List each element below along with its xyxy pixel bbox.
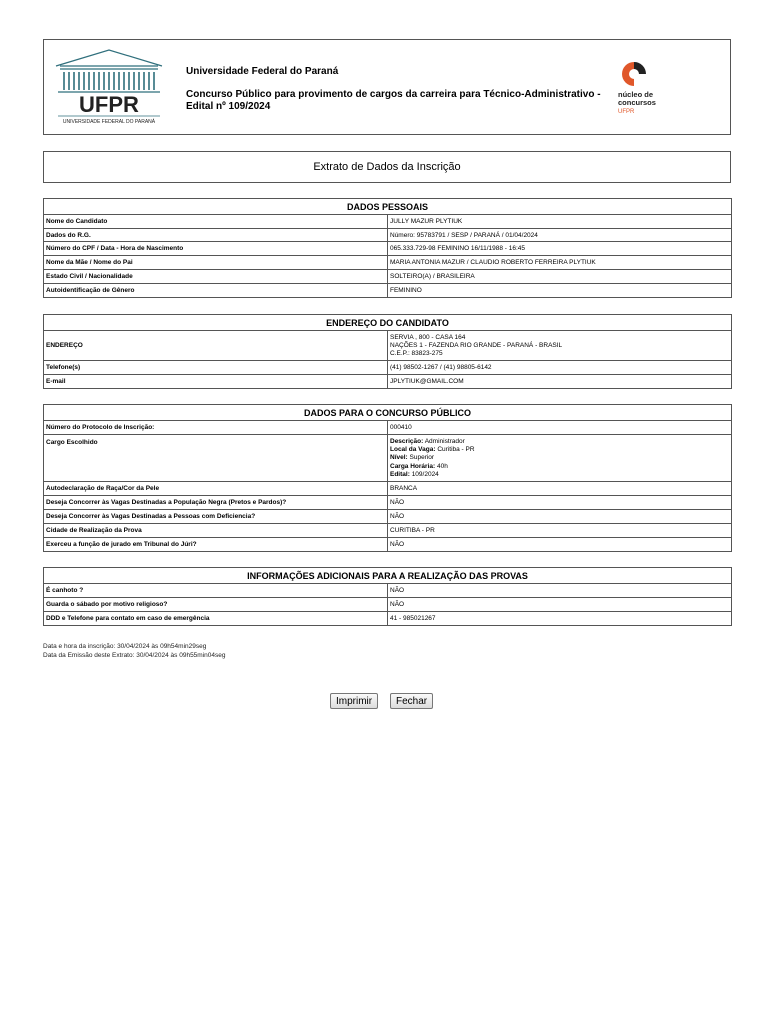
endereco-heading: ENDEREÇO DO CANDIDATO: [44, 315, 732, 331]
table-row: E-mail JPLYTIUK@GMAIL.COM: [44, 375, 732, 389]
svg-text:UFPR: UFPR: [618, 109, 635, 115]
table-row: Autodeclaração de Raça/Cor da Pele BRANCA: [44, 482, 732, 496]
table-row: Estado Civil / Nacionalidade SOLTEIRO(A) / BRASILEIRA: [44, 270, 732, 284]
document-header: [43, 39, 731, 135]
table-row: Telefone(s) (41) 98502-1267 / (41) 98805-6142: [44, 361, 732, 375]
table-row: Nome do Candidato JULLY MAZUR PLYTIUK: [44, 215, 732, 229]
nucleo-concursos-logo: [616, 60, 676, 116]
adicionais-table: [43, 567, 732, 626]
imprimir-button[interactable]: Imprimir: [330, 693, 378, 709]
page-title: Extrato de Dados da Inscrição: [43, 151, 731, 183]
svg-text:UNIVERSIDADE FEDERAL DO PARANÁ: UNIVERSIDADE FEDERAL DO PARANÁ: [62, 119, 156, 125]
table-row: Cidade de Realização da Prova CURITIBA - PR: [44, 524, 732, 538]
endereco-table: [43, 314, 732, 389]
table-row: Deseja Concorrer às Vagas Destinadas a Pessoas com Deficiencia? NÃO: [44, 510, 732, 524]
concurso-table: [43, 404, 732, 552]
dados-pessoais-table: [43, 198, 732, 298]
table-row: Guarda o sábado por motivo religioso? NÃO: [44, 598, 732, 612]
table-row: Dados do R.G. Número: 95783791 / SESP / PARANÁ / 01/04/2024: [44, 229, 732, 242]
table-row: Exerceu a função de jurado em Tribunal do Júri? NÃO: [44, 538, 732, 552]
cargo-escolhido-value: Descrição: Administrador Local da Vaga: Curitiba - PR Nível: Superior Carga Horária: 40h Edital: 109/2024: [388, 435, 732, 482]
table-row: Número do Protocolo de Inscrição: 000410: [44, 421, 732, 435]
fechar-button[interactable]: Fechar: [390, 693, 433, 709]
concurso-title: Concurso Público para provimento de cargos da carreira para Técnico-Administrativo - Edital nº 109/2024: [186, 89, 601, 112]
table-row: Número do CPF / Data - Hora de Nascimento 065.333.729-98 FEMININO 16/11/1988 - 16:45: [44, 242, 732, 256]
table-row: ENDEREÇO SERVIA , 800 - CASA 164 NAÇÕES 1 - FAZENDA RIO GRANDE - PARANÁ - BRASIL C.E.P.: 83823-275: [44, 331, 732, 361]
concurso-heading: DADOS PARA O CONCURSO PÚBLICO: [44, 405, 732, 421]
table-row: Nome da Mãe / Nome do Pai MARIA ANTONIA MAZUR / CLAUDIO ROBERTO FERREIRA PLYTIUK: [44, 256, 732, 270]
table-row: É canhoto ? NÃO: [44, 584, 732, 598]
university-name: Universidade Federal do Paraná: [186, 66, 339, 77]
svg-text:concursos: concursos: [618, 98, 656, 107]
table-row: Cargo Escolhido Descrição: Administrador Local da Vaga: Curitiba - PR Nível: Superior Carga Horária: 40h Edital: 109/2024: [44, 435, 732, 482]
ufpr-logo: [50, 46, 168, 128]
dados-pessoais-heading: DADOS PESSOAIS: [44, 199, 732, 215]
table-row: Autoidentificação de Gênero FEMININO: [44, 284, 732, 298]
data-emissao: Data da Emissão deste Extrato: 30/04/2024 às 09h55min04seg: [43, 652, 226, 659]
adicionais-heading: INFORMAÇÕES ADICIONAIS PARA A REALIZAÇÃO DAS PROVAS: [44, 568, 732, 584]
table-row: DDD e Telefone para contato em caso de emergência 41 - 985021267: [44, 612, 732, 626]
svg-text:núcleo de: núcleo de: [618, 90, 654, 99]
table-row: Deseja Concorrer às Vagas Destinadas a População Negra (Pretos e Pardos)? NÃO: [44, 496, 732, 510]
endereco-value: SERVIA , 800 - CASA 164 NAÇÕES 1 - FAZENDA RIO GRANDE - PARANÁ - BRASIL C.E.P.: 83823-275: [388, 331, 732, 361]
svg-text:UFPR: UFPR: [79, 92, 139, 117]
data-inscricao: Data e hora da inscrição: 30/04/2024 às 09h54min29seg: [43, 643, 207, 650]
